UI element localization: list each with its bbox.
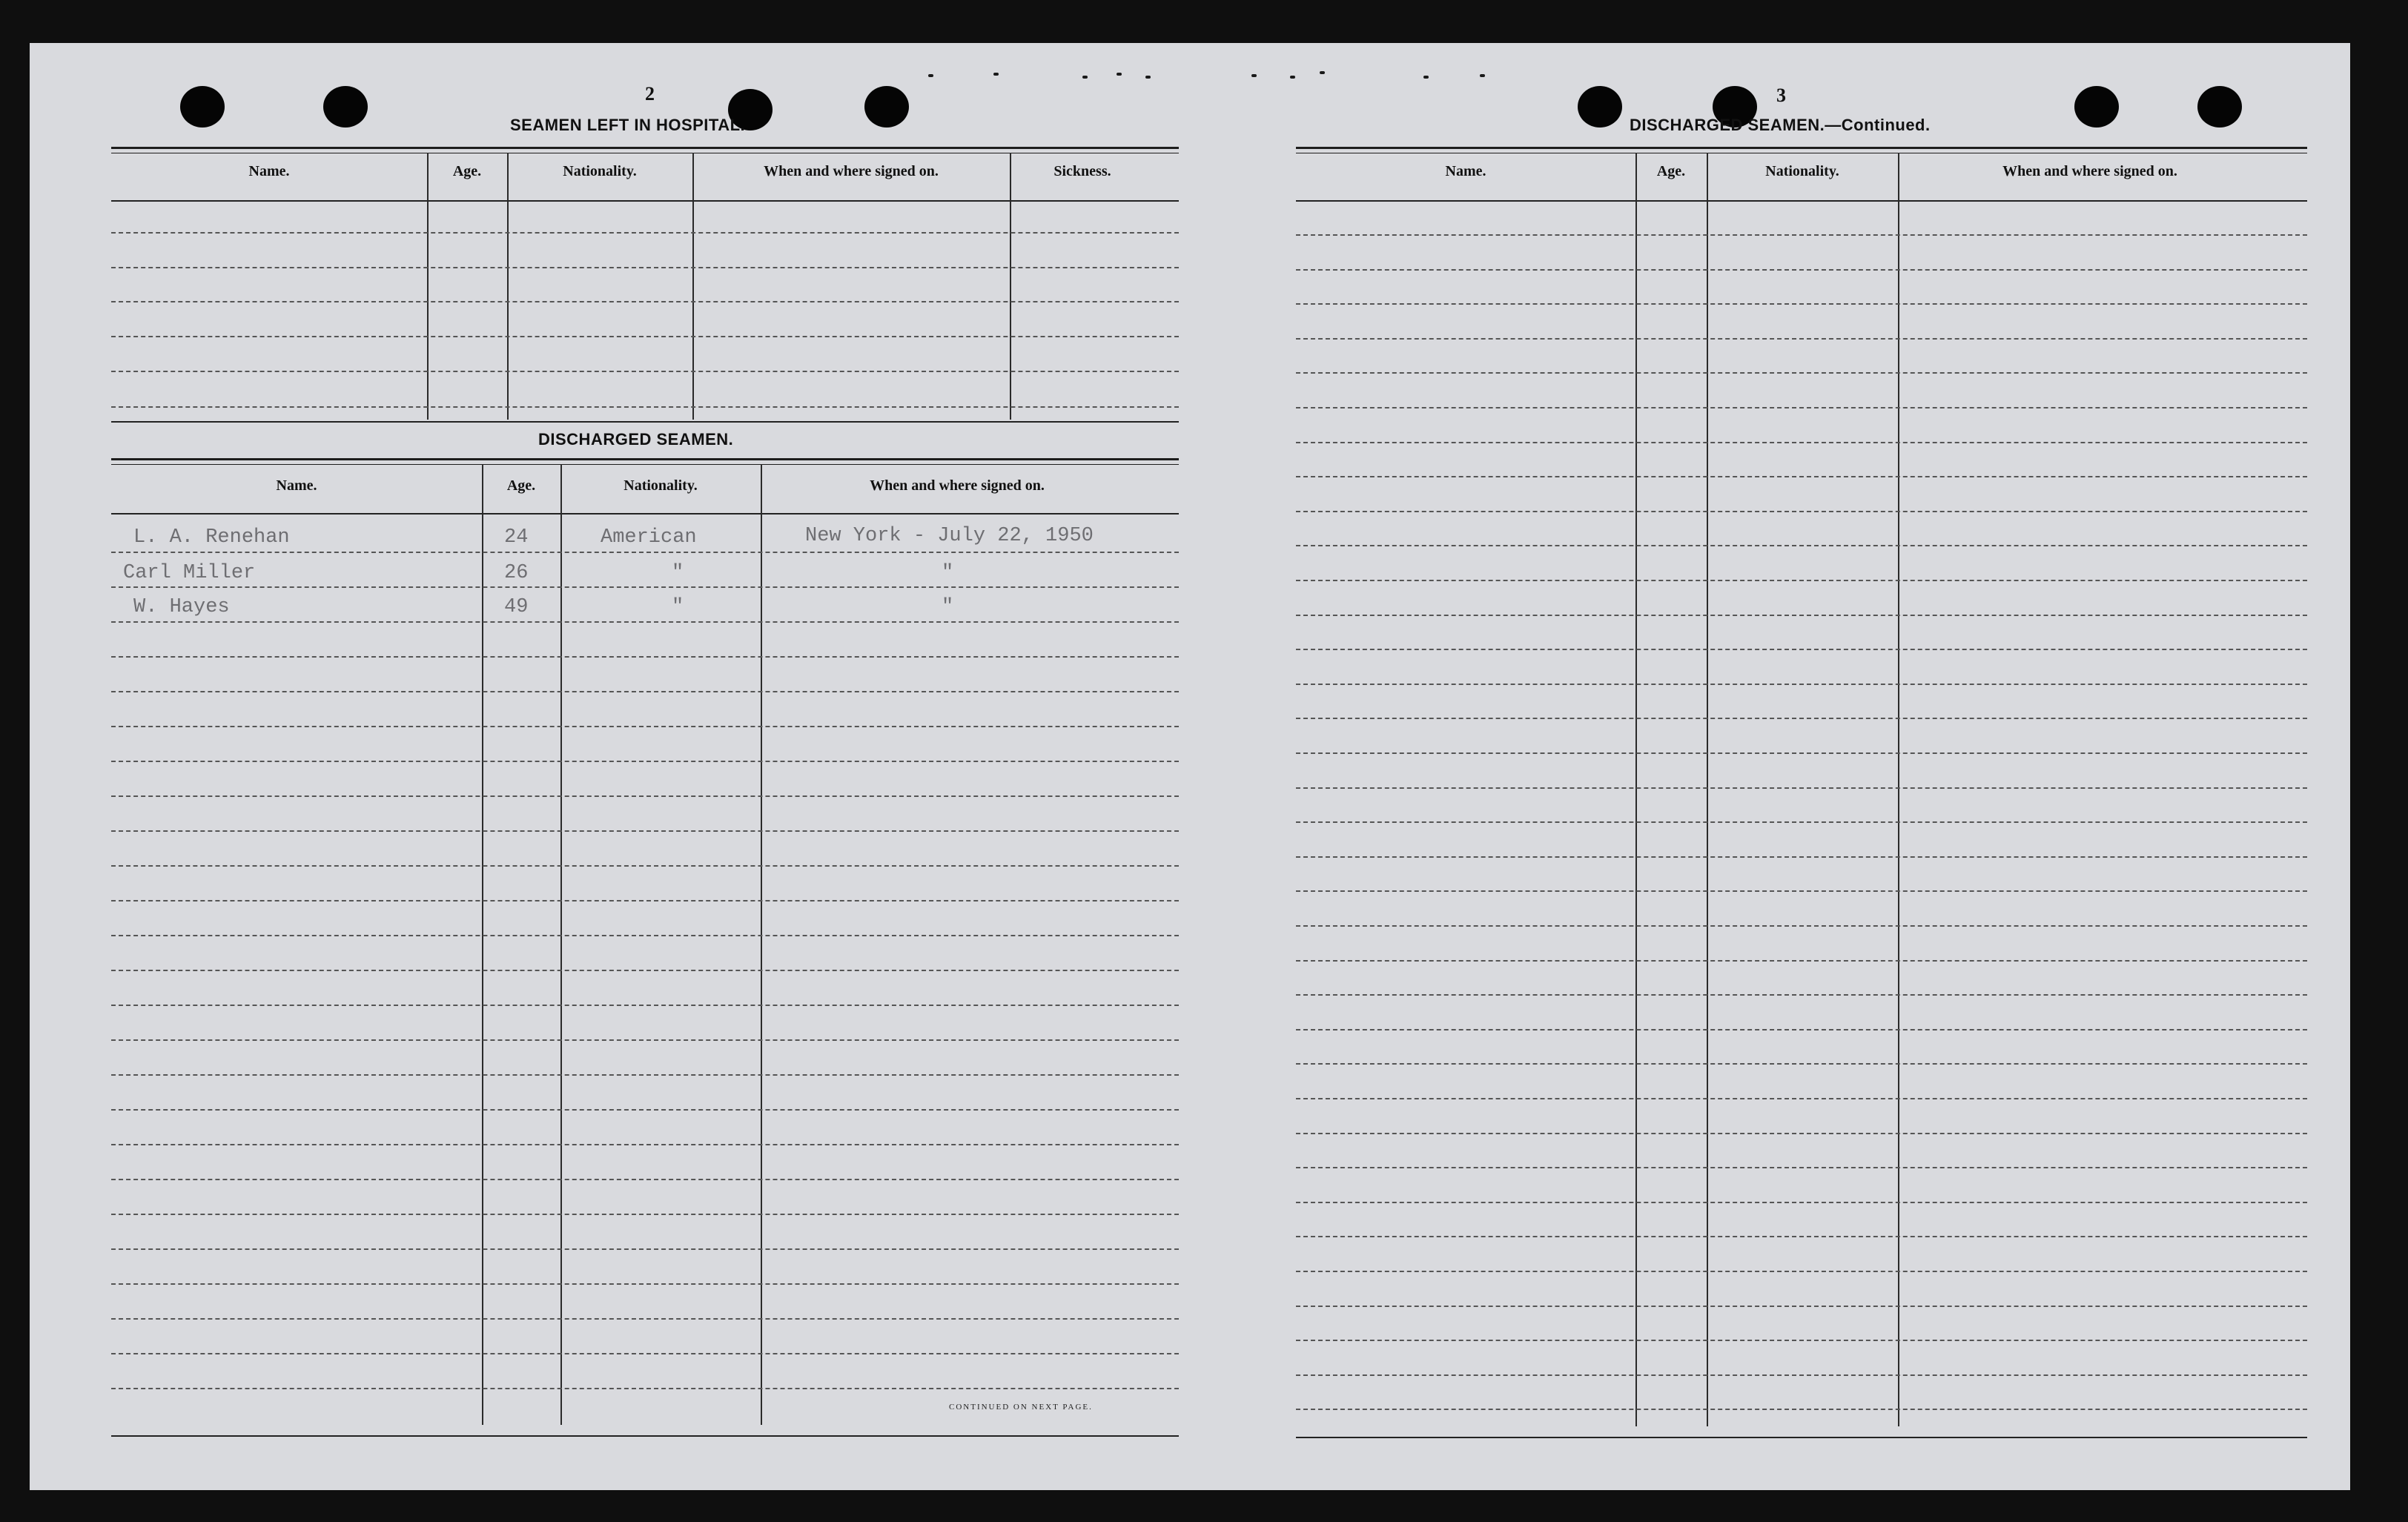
col-header-name: Name. [276,477,317,494]
entry-line [1296,925,2307,927]
entry-line [111,232,1179,234]
hospital-table [111,147,1179,466]
entry-name: Carl Miller [123,562,256,584]
scan-speck [1117,73,1122,76]
scan-speck [1251,74,1257,77]
form-sheet [30,43,2350,1490]
entry-line [1296,580,2307,581]
entry-line [111,970,1179,971]
column-divider [482,464,483,1425]
entry-line [111,1248,1179,1250]
col-header-name: Name. [248,163,290,179]
punch-hole [180,86,225,128]
column-divider [1707,153,1708,1426]
scan-speck [1145,76,1151,79]
column-divider [1635,153,1637,1426]
entry-line [111,1074,1179,1076]
entry-line [1296,1029,2307,1030]
column-divider [1010,153,1011,420]
entry-line [1296,718,2307,719]
entry-line [111,1318,1179,1320]
scan-speck [1082,76,1088,79]
entry-line [111,691,1179,692]
entry-line [1296,684,2307,685]
table-bottom-rule [111,421,1179,423]
entry-line [1296,1306,2307,1307]
table-top-rule [1296,147,2307,153]
col-header-nationality: Nationality. [624,477,698,494]
scan-speck [1290,76,1295,79]
header-bottom-rule [111,513,1179,514]
col-header-signed-on: When and where signed on. [870,477,1045,494]
entry-line [111,900,1179,901]
col-header-signed-on: When and where signed on. [764,163,939,179]
entry-line [1296,476,2307,477]
entry-nationality: " [672,596,684,618]
scan-speck [993,73,999,76]
entry-line [111,795,1179,797]
entry-line [1296,821,2307,823]
entry-line [111,1179,1179,1180]
table-top-rule [111,458,1179,465]
entry-line [1296,269,2307,271]
col-header-age: Age. [506,477,536,494]
entry-line [111,301,1179,302]
entry-signed-on: New York - July 22, 1950 [805,525,1094,547]
entry-line [1296,856,2307,858]
punch-hole [864,86,909,128]
entry-line [1296,234,2307,236]
entry-line [111,865,1179,867]
entry-line [111,1388,1179,1389]
entry-line [111,552,1179,553]
col-header-nationality: Nationality. [1765,163,1839,179]
entry-line [111,1005,1179,1006]
entry-age: 26 [504,562,529,584]
entry-nationality: " [672,562,684,584]
col-header-name: Name. [1445,163,1486,179]
entry-line [111,621,1179,623]
scan-speck [1320,71,1325,74]
entry-line [1296,1271,2307,1272]
header-bottom-rule [1296,200,2307,202]
entry-line [1296,338,2307,340]
entry-line [111,371,1179,372]
entry-line [1296,960,2307,962]
column-divider [560,464,562,1425]
column-divider [507,153,509,420]
entry-signed-on: " [942,596,954,618]
hospital-section-title: SEAMEN LEFT IN HOSPITAL. [510,116,746,134]
col-header-age: Age. [1656,163,1686,179]
entry-line [1296,442,2307,443]
col-header-sickness: Sickness. [1054,163,1111,179]
entry-age: 24 [504,526,529,549]
entry-line [1296,994,2307,996]
entry-line [111,656,1179,658]
entry-line [111,1144,1179,1145]
entry-nationality: American [601,526,697,549]
column-divider [427,153,429,420]
entry-line [111,726,1179,727]
page-number-left: 2 [645,83,655,105]
scan-speck [1423,76,1429,79]
punch-hole [1578,86,1622,128]
entry-line [111,1283,1179,1285]
column-divider [1898,153,1899,1426]
entry-line [111,336,1179,337]
page-number-right: 3 [1776,85,1786,106]
entry-line [1296,1063,2307,1065]
entry-line [1296,511,2307,512]
entry-line [1296,787,2307,789]
entry-line [1296,1340,2307,1341]
entry-line [1296,1409,2307,1410]
entry-name: W. Hayes [133,596,230,618]
table-bottom-rule [1296,1437,2307,1438]
col-header-nationality: Nationality. [563,163,637,179]
entry-line [1296,1236,2307,1237]
entry-line [111,1039,1179,1041]
entry-line [111,586,1179,588]
header-bottom-rule [111,200,1179,202]
entry-name: L. A. Renehan [133,526,290,549]
entry-line [1296,1374,2307,1376]
discharged-continued-table [1296,147,2307,1437]
entry-line [111,1214,1179,1215]
entry-line [1296,1167,2307,1168]
discharged-table [111,458,1179,1437]
punch-hole [323,86,368,128]
entry-line [1296,303,2307,305]
entry-line [111,761,1179,762]
scan-speck [1480,74,1485,77]
entry-line [1296,1098,2307,1099]
entry-line [1296,1133,2307,1134]
entry-line [1296,890,2307,892]
table-top-rule [111,147,1179,153]
entry-line [1296,649,2307,650]
entry-line [111,935,1179,936]
entry-line [1296,545,2307,546]
entry-line [1296,407,2307,408]
column-divider [761,464,762,1425]
discharged-section-title: DISCHARGED SEAMEN. [538,430,734,449]
column-divider [692,153,694,420]
entry-line [1296,1202,2307,1203]
entry-line [111,1353,1179,1354]
entry-line [1296,752,2307,754]
entry-line [111,267,1179,268]
col-header-signed-on: When and where signed on. [2002,163,2177,179]
scan-speck [928,74,933,77]
right-section-title: DISCHARGED SEAMEN.—Continued. [1630,116,1931,134]
entry-line [1296,615,2307,616]
entry-line [111,830,1179,832]
punch-hole [2074,86,2119,128]
entry-age: 49 [504,596,529,618]
table-bottom-rule [111,1435,1179,1437]
entry-line [111,1109,1179,1111]
entry-signed-on: " [942,562,954,584]
entry-line [1296,372,2307,374]
punch-hole [2197,86,2242,128]
entry-line [111,406,1179,408]
col-header-age: Age. [452,163,482,179]
continued-note: CONTINUED ON NEXT PAGE. [949,1403,1093,1412]
